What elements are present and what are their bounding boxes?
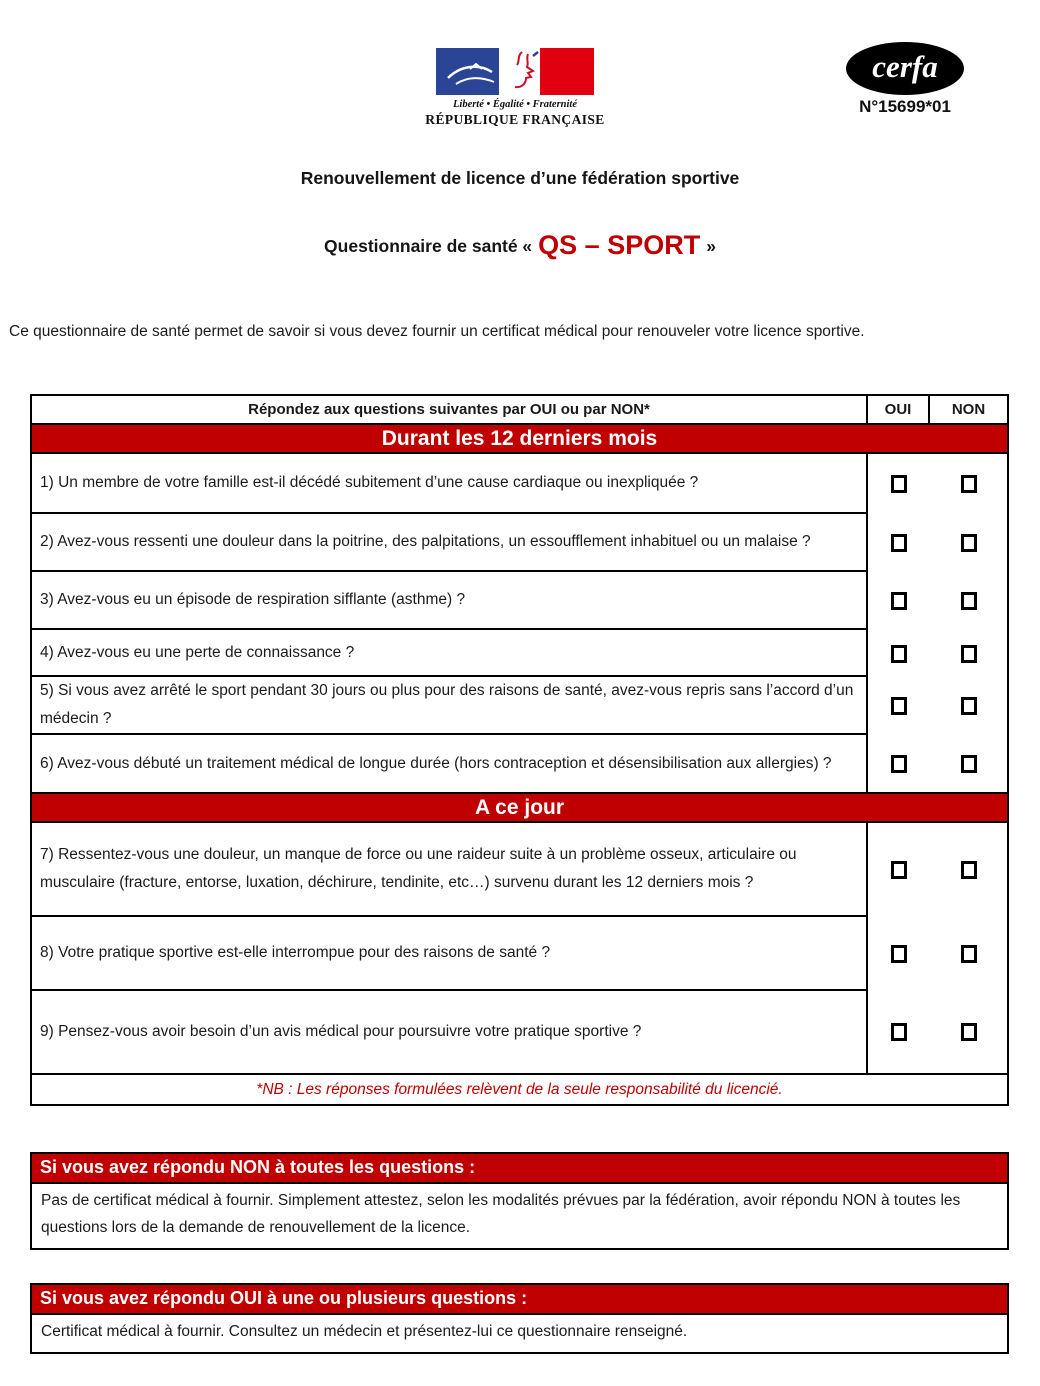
question-text: 3) Avez-vous eu un épisode de respiration sifflante (asthme) ? [32,572,868,630]
questionnaire-table [30,394,1009,1106]
page-title: Renouvellement de licence d’une fédération sportive [300,168,740,188]
page-subtitle [0,230,1040,261]
subtitle-highlight: QS – SPORT [538,230,701,260]
cerfa-form-number: N°15699*01 [859,97,951,116]
republic-name: RÉPUBLIQUE FRANÇAISE [425,112,605,127]
q8-non-checkbox[interactable] [961,945,977,963]
q4-oui-checkbox[interactable] [891,645,907,663]
result-box-any-oui-header: Si vous avez répondu OUI à une ou plusieurs questions : [32,1285,1007,1315]
section-banner-last-12-months: Durant les 12 derniers mois [32,423,1007,454]
question-row [32,823,1007,917]
q1-oui-checkbox[interactable] [891,475,907,493]
q3-non-checkbox[interactable] [961,592,977,610]
question-row [32,735,1007,792]
subtitle-prefix: Questionnaire de santé « [324,236,533,256]
question-row [32,917,1007,991]
table-footnote: *NB : Les réponses formulées relèvent de la seule responsabilité du licencié. [32,1073,1007,1104]
q4-non-checkbox[interactable] [961,645,977,663]
q7-oui-checkbox[interactable] [891,861,907,879]
question-row [32,454,1007,514]
question-text: 4) Avez-vous eu une perte de connaissance ? [32,630,868,677]
flag-red-band [540,48,594,95]
q2-oui-checkbox[interactable] [891,534,907,552]
oui-column-header: OUI [868,396,930,423]
subtitle-suffix: » [706,236,716,256]
question-text: 2) Avez-vous ressenti une douleur dans la poitrine, des palpitations, un essoufflement inhabituel ou un malaise ? [32,514,868,572]
question-text: 9) Pensez-vous avoir besoin d’un avis médical pour poursuivre votre pratique sportive ? [32,991,868,1073]
non-column-header: NON [951,401,986,418]
question-text: 7) Ressentez-vous une douleur, un manque de force ou une raideur suite à un problème osseux, articulaire ou musculaire (fracture, entorse, luxation, déchirure, tendinite, etc…) survenu durant les 12 derniers mois ? [32,823,868,917]
result-box-any-oui-body: Certificat médical à fournir. Consultez un médecin et présentez-lui ce questionnaire renseigné. [41,1323,688,1340]
question-column-header: Répondez aux questions suivantes par OUI ou par NON* [32,396,868,423]
q2-non-checkbox[interactable] [961,534,977,552]
table-header-row [32,396,1007,423]
question-text: 1) Un membre de votre famille est-il décédé subitement d’une cause cardiaque ou inexpliquée ? [32,454,868,514]
q6-oui-checkbox[interactable] [891,755,907,773]
cerfa-logo [846,42,964,95]
result-box-all-non [30,1152,1009,1250]
q5-oui-checkbox[interactable] [891,697,907,715]
question-text: 5) Si vous avez arrêté le sport pendant 30 jours ou plus pour des raisons de santé, avez-vous repris sans l’accord d’un médecin ? [32,677,868,735]
result-box-all-non-header: Si vous avez répondu NON à toutes les questions : [32,1154,1007,1184]
question-text: 8) Votre pratique sportive est-elle interrompue pour des raisons de santé ? [32,917,868,991]
question-row [32,677,1007,735]
q1-non-checkbox[interactable] [961,475,977,493]
q7-non-checkbox[interactable] [961,861,977,879]
result-box-any-oui [30,1283,1009,1354]
question-text: 6) Avez-vous débuté un traitement médical de longue durée (hors contraception et désensibilisation aux allergies) ? [32,735,868,792]
q6-non-checkbox[interactable] [961,755,977,773]
question-row [32,514,1007,572]
result-box-all-non-body: Pas de certificat médical à fournir. Simplement attestez, selon les modalités prévues par la fédération, avoir répondu NON à toutes les questions lors de la demande de renouvellement de la licence. [41,1192,961,1236]
republic-motto: Liberté • Égalité • Fraternité [452,99,577,110]
intro-text: Ce questionnaire de santé permet de savoir si vous devez fournir un certificat médical pour renouveler votre licence sportive. [9,323,865,340]
q5-non-checkbox[interactable] [961,697,977,715]
q8-oui-checkbox[interactable] [891,945,907,963]
q9-non-checkbox[interactable] [961,1023,977,1041]
cerfa-logo-text: cerfa [872,49,938,84]
section-banner-today: A ce jour [32,792,1007,823]
q9-oui-checkbox[interactable] [891,1023,907,1041]
republique-francaise-logo [436,48,594,95]
question-row [32,991,1007,1073]
q3-oui-checkbox[interactable] [891,592,907,610]
question-row [32,630,1007,677]
question-row [32,572,1007,630]
